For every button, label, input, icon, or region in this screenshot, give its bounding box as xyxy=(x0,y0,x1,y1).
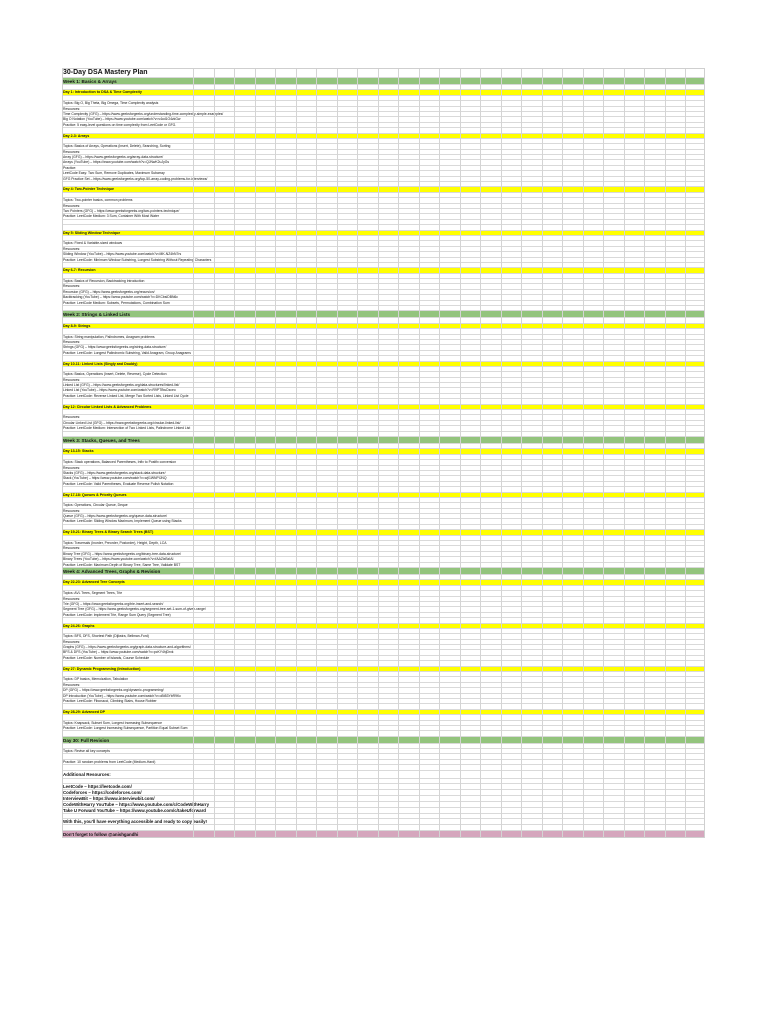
cell-text: Practice: LeetCode: Number of Islands, Course Schedule xyxy=(63,655,150,660)
week-header-row[interactable] xyxy=(62,437,705,444)
week-header-row[interactable] xyxy=(62,311,705,318)
cell-text: Topics: Big O, Big Theta, Big Omega, Time Complexity analysis xyxy=(63,101,159,106)
sheet-rows xyxy=(62,78,705,838)
cell-text: LeetCode Easy: Two Sum, Remove Duplicates, Maximum Subarray xyxy=(63,171,165,176)
cell-text: Binary Tree (GFG) – https://www.geeksforgeeks.org/binary-tree-data-structure/ xyxy=(63,551,181,556)
cell-text: GFG Practice Set – https://www.geeksforgeeks.org/top-50-array-coding-problems-for-interviews/ xyxy=(63,176,208,181)
cell-text: Don't forget to follow @anishgandhi xyxy=(63,831,139,837)
cell-text: Resources: xyxy=(63,203,81,208)
cell-text: Recursion (GFG) – https://www.geeksforgeeks.org/recursion/ xyxy=(63,289,155,294)
cell-text: Resources: xyxy=(63,415,81,420)
cell-text: Resources: xyxy=(63,596,81,601)
cell-text: Topics: Basics of Recursion, Backtracking Introduction xyxy=(63,279,145,284)
cell-text: Week 1: Basics & Arrays xyxy=(63,79,117,84)
cell-text: DP Introduction (YouTube) – https://www.youtube.com/watch?v=oBt53YbR9Kc xyxy=(63,693,181,698)
cell-text: Day 27: Dynamic Programming (Introduction) xyxy=(63,666,141,671)
cell-text: Day 22-23: Advanced Tree Concepts xyxy=(63,580,125,585)
cell-text: Practice: LeetCode Medium: Intersection of Two Linked Lists, Palindrome Linked List xyxy=(63,426,191,431)
cell-text: Resources: xyxy=(63,639,81,644)
cell-text: Week 2: Strings & Linked Lists xyxy=(63,312,131,318)
cell-text: Topics: Stack operations, Balanced Parentheses, Infix to Postfix conversion xyxy=(63,460,177,465)
cell-text: Stack (YouTube) – https://www.youtube.com/watch?v=wjI1WNPIJNQ xyxy=(63,476,167,481)
cell-text: Topics: Basics, Operations (Insert, Delete, Reverse), Cycle Detection xyxy=(63,372,167,377)
cell-text: Linked List (GFG) – https://www.geeksforgeeks.org/data-structures/linked-list/ xyxy=(63,383,180,388)
cell-text: With this, you'll have everything accessible and ready to copy easily! xyxy=(63,819,207,825)
cell-text: Topics: BFS, DFS, Shortest Path (Dijkstra, Bellman-Ford) xyxy=(63,634,149,639)
cell-text: Day 12: Circular Linked Lists & Advanced Problems xyxy=(63,404,152,409)
cell-text: Day 1: Introduction to DSA & Time Complexity xyxy=(63,90,142,95)
cell-text: Practice: 5 easy-level questions on time complexity from LeetCode or GFG. xyxy=(63,122,177,127)
week-header-row[interactable] xyxy=(62,78,705,85)
section-heading-row[interactable] xyxy=(62,771,705,779)
cell-text: InterviewBit – https://www.interviewbit.com/ xyxy=(63,796,155,802)
cell-text: Trie (GFG) – https://www.geeksforgeeks.org/trie-insert-and-search/ xyxy=(63,601,164,606)
cell-text: Practice: xyxy=(63,165,77,170)
cell-text: Queue (GFG) – https://www.geeksforgeeks.org/queue-data-structure/ xyxy=(63,514,168,519)
cell-text: Topics: AVL Trees, Segment Trees, Trie xyxy=(63,591,123,596)
cell-text: Backtracking (YouTube) – https://www.youtube.com/watch?v=DKCbsiDBN6c xyxy=(63,295,178,300)
cell-text: Day 5: Sliding Window Technique xyxy=(63,230,121,235)
cell-text: DP (GFG) – https://www.geeksforgeeks.org/dynamic-programming/ xyxy=(63,688,164,693)
cell-text: Day 8-9: Strings xyxy=(63,323,91,328)
cell-text: Practice: LeetCode: Sliding Window Maximum, Implement Queue using Stacks xyxy=(63,519,182,524)
cell-text: Day 17-18: Queues & Priority Queues xyxy=(63,492,127,497)
cell-text: Take U Forward YouTube – https://www.youtube.com/c/takeUforward xyxy=(63,808,206,814)
spreadsheet xyxy=(62,68,705,838)
cell-text: Topics: Knapsack, Subset Sum, Longest Increasing Subsequence xyxy=(63,720,162,725)
cell-text: Codeforces – https://codeforces.com/ xyxy=(63,790,142,796)
cell-text: Week 3: Stacks, Queues, and Trees xyxy=(63,438,140,443)
cell-text: Practice: LeetCode: Fibonacci, Climbing Stairs, House Robber xyxy=(63,698,157,703)
cell-text: Day 28-29: Advanced DP xyxy=(63,709,106,714)
cell-text: Topics: Revise all key concepts xyxy=(63,749,110,754)
cell-text: Circular Linked List (GFG) – https://www.geeksforgeeks.org/circular-linked-list/ xyxy=(63,420,181,425)
cell-text: Practice: LeetCode: Minimum Window Substring, Longest Substring Without Repeating Characters xyxy=(63,257,212,262)
cell-text: Resources: xyxy=(63,284,81,289)
cell-text: Arrays (YouTube) – https://www.youtube.com/watch?v=QJNwK2uJyGs xyxy=(63,160,170,165)
cell-text: Day 13-15: Stacks xyxy=(63,449,94,454)
cell-text: Resources: xyxy=(63,682,81,687)
cell-text: Graphs (GFG) – https://www.geeksforgeeks.org/graph-data-structure-and-algorithms/ xyxy=(63,645,191,650)
cell-text: Practice: LeetCode Medium: Subsets, Permutations, Combination Sum xyxy=(63,300,170,305)
cell-text: Practice: LeetCode: Valid Parentheses, Evaluate Reverse Polish Notation xyxy=(63,481,174,486)
cell-text: Topics: Two-pointer basics, common problems xyxy=(63,198,133,203)
week-header-row[interactable] xyxy=(62,737,705,744)
cell-text: Additional Resources: xyxy=(63,771,111,777)
cell-text: Sliding Window (YouTube) – https://www.youtube.com/watch?v=MK-NZ4hN7rs xyxy=(63,252,182,257)
cell-text: Binary Trees (YouTube) – https://www.youtube.com/watch?v=fAAZixBzIAI xyxy=(63,557,174,562)
cell-text: Time Complexity (GFG) – https://www.geeksforgeeks.org/understanding-time-complexity-simple-examples/ xyxy=(63,111,224,116)
cell-text: Strings (GFG) – https://www.geeksforgeeks.org/string-data-structure/ xyxy=(63,345,167,350)
cell-text: Big O Notation (YouTube) – https://www.youtube.com/watch?v=v4cd1O4zkGw xyxy=(63,117,181,122)
cell-text: Resources: xyxy=(63,246,81,251)
cell-text: Topics: String manipulation, Palindromes, Anagram problems xyxy=(63,334,155,339)
cell-text: Day 6-7: Recursion xyxy=(63,268,96,273)
cell-text: Topics: Operations, Circular Queue, Deque xyxy=(63,503,128,508)
cell-text: Topics: Basics of Arrays, Operations (Insert, Delete), Searching, Sorting xyxy=(63,144,171,149)
cell-text: Practice: LeetCode: Implement Trie, Range Sum Query (Segment Tree) xyxy=(63,612,171,617)
week-header-row[interactable] xyxy=(62,568,705,575)
cell-text: Day 10-11: Linked Lists (Singly and Doubly) xyxy=(63,361,138,366)
cell-text: Segment Tree (GFG) – https://www.geeksforgeeks.org/segment-tree-set-1-sum-of-given-range/ xyxy=(63,607,206,612)
cell-text: BFS & DFS (YouTube) – https://www.youtube.com/watch?v=pcKY4hjDrxk xyxy=(63,650,174,655)
sheet-title-row xyxy=(62,68,705,78)
cell-text: Practice: LeetCode: Maximum Depth of Binary Tree, Same Tree, Validate BST xyxy=(63,562,181,567)
cell-text: Resources: xyxy=(63,149,81,154)
sheet-title: 30-Day DSA Mastery Plan xyxy=(63,69,148,76)
cell-text: Resources: xyxy=(63,377,81,382)
cell-text: Linked List (YouTube) – https://www.youtube.com/watch?v=R9PTBwOzceo xyxy=(63,388,176,393)
cell-text: Topics: Traversals (Inorder, Preorder, Postorder), Height, Depth, LCA xyxy=(63,541,167,546)
cell-text: Array (GFG) – https://www.geeksforgeeks.org/array-data-structure/ xyxy=(63,155,164,160)
cell-text: Practice: LeetCode Medium: 3 Sum, Container With Most Water xyxy=(63,214,159,219)
cell-text: Resources: xyxy=(63,508,81,513)
cell-text: Practice: LeetCode: Longest Increasing Subsequence, Partition Equal Subset Sum xyxy=(63,725,188,730)
cell-text: Topics: Fixed & Variable-sized windows xyxy=(63,241,123,246)
cell-text: Practice: LeetCode: Longest Palindromic Substring, Valid Anagram, Group Anagrams xyxy=(63,350,191,355)
cell-text: Practice: LeetCode: Reverse Linked List, Merge Two Sorted Lists, Linked List Cycle xyxy=(63,393,189,398)
cell-text: Topics: DP basics, Memoization, Tabulation xyxy=(63,677,129,682)
cell-text: Resources: xyxy=(63,339,81,344)
cell-text: Day 30: Full Revision xyxy=(63,737,110,743)
cell-text: Resources: xyxy=(63,465,81,470)
cell-text: Day 4: Two-Pointer Technique xyxy=(63,187,114,192)
cell-text: Week 4: Advanced Trees, Graphs & Revision xyxy=(63,568,161,574)
cell-text: LeetCode – https://leetcode.com/ xyxy=(63,784,132,790)
cell-text: Day 24-26: Graphs xyxy=(63,623,95,628)
cell-text: Practice: 10 random problems from LeetCode (Medium-Hard) xyxy=(63,759,156,764)
cell-text: Resources: xyxy=(63,546,81,551)
closing-row[interactable] xyxy=(62,831,705,838)
cell-text: Day 2-3: Arrays xyxy=(63,133,90,138)
cell-text: Stacks (GFG) – https://www.geeksforgeeks.org/stack-data-structure/ xyxy=(63,470,166,475)
cell-text: Two Pointers (GFG) – https://www.geeksforgeeks.org/two-pointers-technique/ xyxy=(63,208,180,213)
cell-text: Day 19-21: Binary Trees & Binary Search Trees (BST) xyxy=(63,530,154,535)
cell-text: CodeWithHarry YouTube – https://www.youtube.com/c/CodeWithHarry xyxy=(63,802,210,808)
cell-text: Resources: xyxy=(63,106,81,111)
